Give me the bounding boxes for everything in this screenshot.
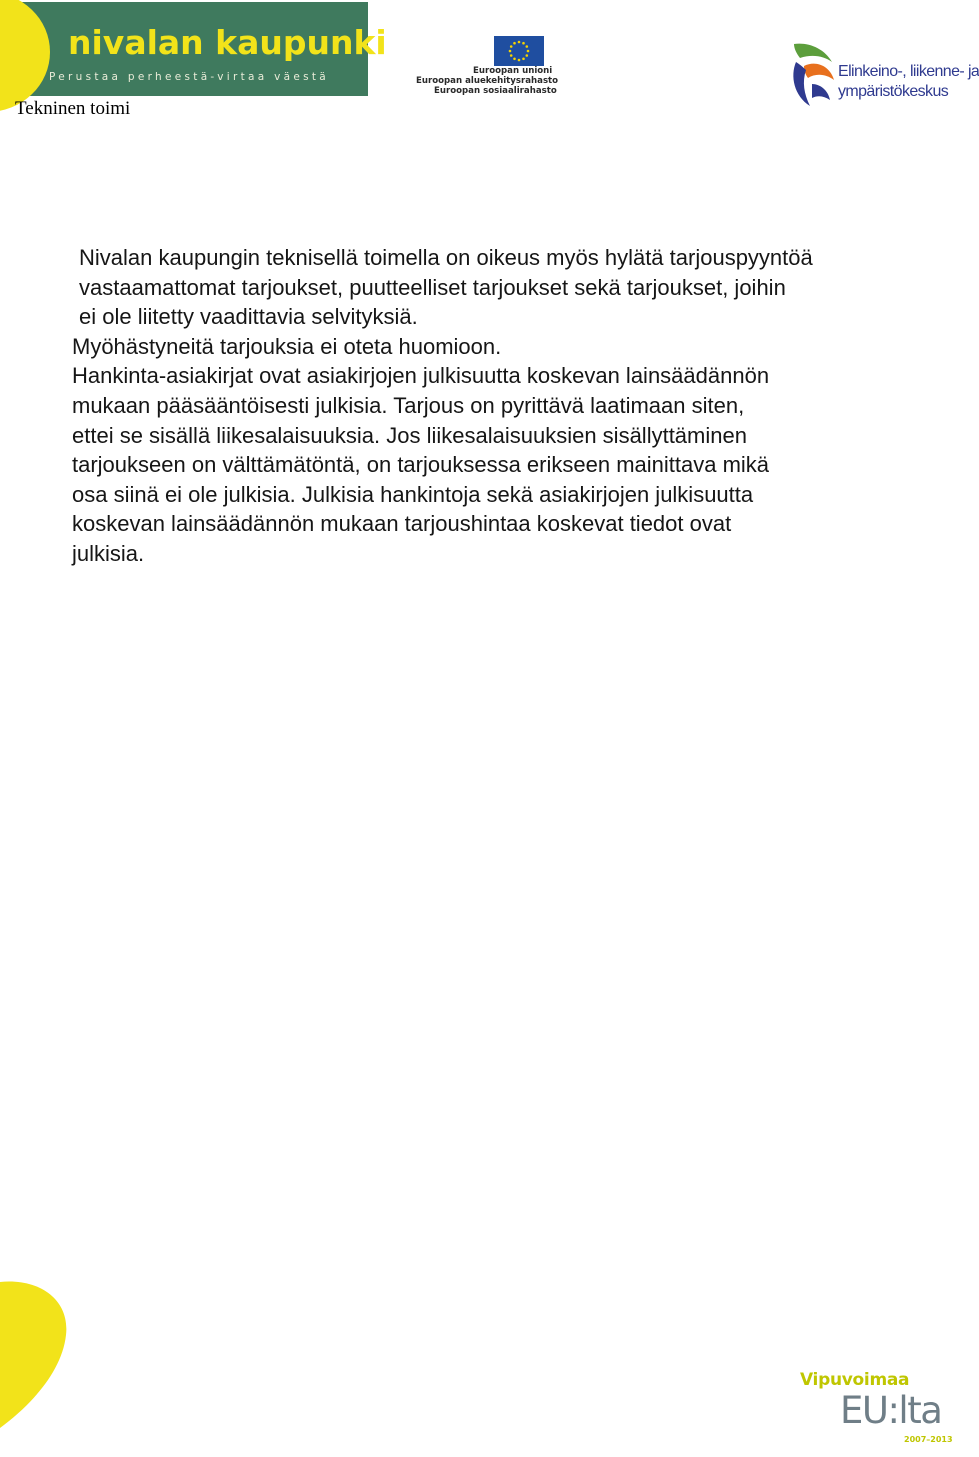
- eu-funding-logo: [416, 36, 559, 98]
- body-line: Myöhästyneitä tarjouksia ei oteta huomioon.: [72, 333, 502, 359]
- vipuvoimaa-eu-logo: [800, 1370, 953, 1452]
- body-line: Hankinta-asiakirjat ovat asiakirjojen julkisuutta koskevan lainsäädännön: [72, 363, 770, 389]
- body-line: mukaan pääsääntöisesti julkisia. Tarjous on pyrittävä laatimaan siten,: [72, 392, 745, 418]
- yellow-swoosh-icon: [0, 1280, 70, 1430]
- eu-logo-line-1: Euroopan unioni: [473, 66, 553, 76]
- body-line: ettei se sisällä liikesalaisuuksia. Jos liikesalaisuuksien sisällyttäminen: [72, 422, 747, 448]
- city-logo-brand: nivalan kaupunki: [68, 23, 387, 62]
- program-years: 2007–2013: [904, 1435, 953, 1444]
- ely-logo-text: [838, 62, 979, 102]
- ely-logo-line-2: ympäristökeskus: [838, 83, 949, 100]
- city-logo-tagline: Perustaa perheestä-virtaa väestä: [49, 71, 330, 83]
- body-line: Nivalan kaupungin teknisellä toimella on oikeus myös hylätä tarjouspyyntöä: [79, 245, 813, 270]
- document-body: [72, 243, 952, 569]
- yellow-swoosh-icon: [0, 0, 50, 112]
- eu-logo-line-3: Euroopan sosiaalirahasto: [434, 86, 557, 96]
- eu-flag-icon: [494, 36, 544, 66]
- vipuvoimaa-text: Vipuvoimaa: [800, 1370, 910, 1390]
- ely-centre-logo: [790, 40, 979, 110]
- body-line: tarjoukseen on välttämätöntä, on tarjouksessa erikseen mainittava mikä: [72, 452, 770, 478]
- body-line: koskevan lainsäädännön mukaan tarjoushintaa koskevat tiedot ovat: [72, 511, 732, 537]
- department-label: Tekninen toimi: [15, 98, 131, 119]
- nivala-city-logo: [15, 2, 387, 96]
- ely-logo-line-1: Elinkeino-, liikenne- ja: [838, 63, 979, 80]
- eu-logo-line-2: Euroopan aluekehitysrahasto: [416, 76, 559, 86]
- body-line: ei ole liitetty vaadittavia selvityksiä.: [79, 304, 418, 330]
- body-line: julkisia.: [72, 540, 145, 566]
- eu-lta-text: EU:lta: [840, 1389, 942, 1432]
- body-line: vastaamattomat tarjoukset, puutteelliset tarjoukset sekä tarjoukset, joihin: [79, 274, 786, 300]
- ely-emblem-icon: [790, 40, 836, 110]
- body-line: osa siinä ei ole julkisia. Julkisia hankintoja sekä asiakirjojen julkisuutta: [72, 481, 754, 507]
